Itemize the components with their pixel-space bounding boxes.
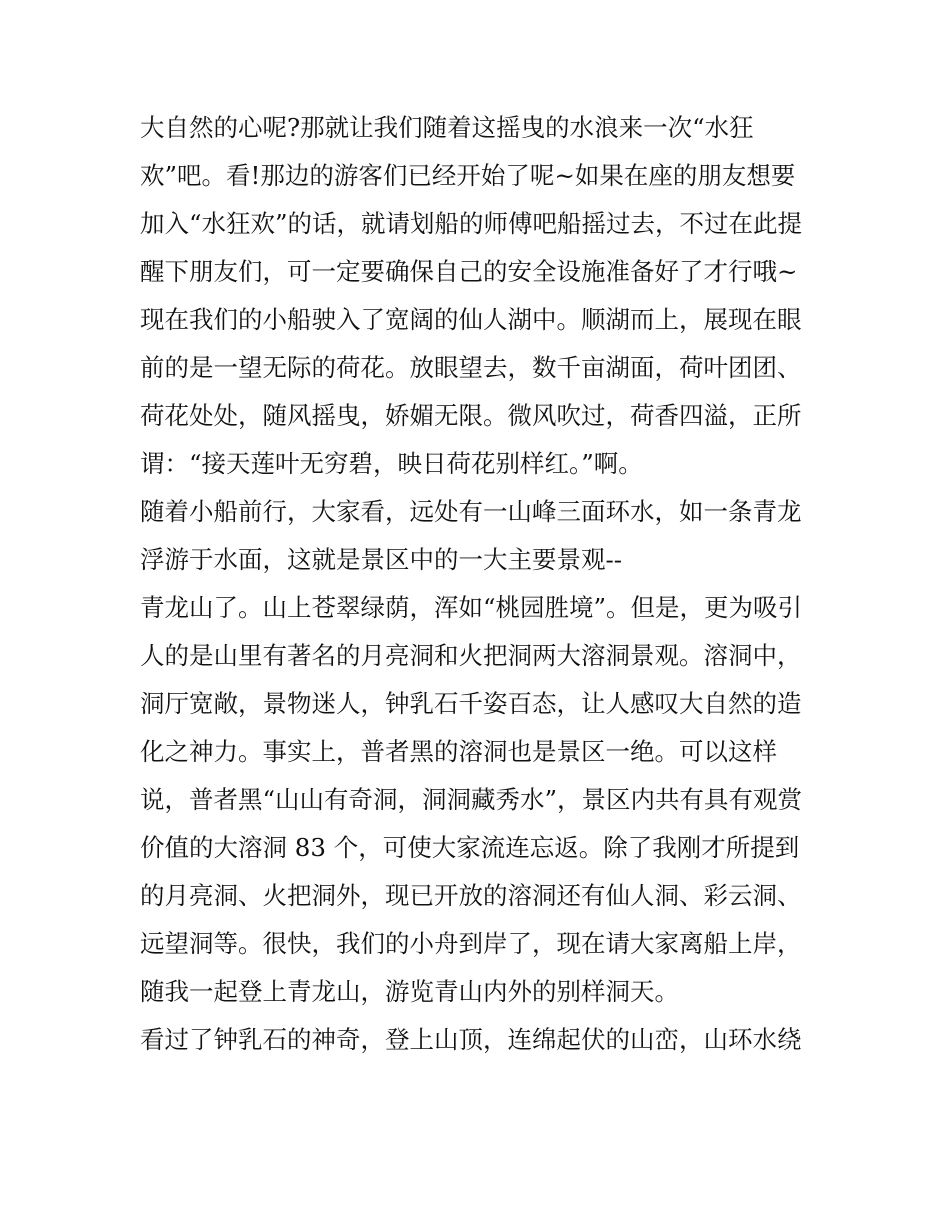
text-line: 谓：“接天莲叶无穷碧，映日荷花别样红。”啊。 [140,449,643,478]
text-line: 随我一起登上青龙山，游览青山内外的别样洞天。 [140,977,679,1006]
body-text [140,104,830,1064]
text-line: 现在我们的小船驶入了宽阔的仙人湖中。顺湖而上，展现在眼 [140,305,802,334]
text-line: 远望洞等。很快，我们的小舟到岸了，现在请大家离船上岸， [140,929,802,958]
text-line: 说，普者黑“山山有奇洞，洞洞藏秀水”，景区内共有具有观赏 [140,785,803,814]
text-line: 洞厅宽敞，景物迷人，钟乳石千姿百态，让人感叹大自然的造 [140,689,802,718]
text-line: 价值的大溶洞 83 个，可使大家流连忘返。除了我刚才所提到 [140,833,800,862]
text-line: 的月亮洞、火把洞外，现已开放的溶洞还有仙人洞、彩云洞、 [140,881,802,910]
text-line: 人的是山里有著名的月亮洞和火把洞两大溶洞景观。溶洞中， [140,641,802,670]
text-line: 荷花处处，随风摇曳，娇媚无限。微风吹过，荷香四溢，正所 [140,401,802,430]
text-line: 大自然的心呢?那就让我们随着这摇曳的水浪来一次“水狂 [140,113,754,142]
text-line: 醒下朋友们，可一定要确保自己的安全设施准备好了才行哦~ [140,257,798,286]
text-line: 青龙山了。山上苍翠绿荫，浑如“桃园胜境”。但是，更为吸引 [140,593,803,622]
text-line: 加入“水狂欢”的话，就请划船的师傅吧船摇过去，不过在此提 [140,209,803,238]
text-line: 欢”吧。看!那边的游客们已经开始了呢~如果在座的朋友想要 [140,161,796,190]
text-line: 化之神力。事实上，普者黑的溶洞也是景区一绝。可以这样 [140,737,777,766]
text-line: 浮游于水面，这就是景区中的一大主要景观-- [140,545,623,574]
text-line: 前的是一望无际的荷花。放眼望去，数千亩湖面，荷叶团团、 [140,353,802,382]
text-line: 看过了钟乳石的神奇，登上山顶，连绵起伏的山峦，山环水绕 [140,1025,802,1054]
text-line: 随着小船前行，大家看，远处有一山峰三面环水，如一条青龙 [140,497,802,526]
